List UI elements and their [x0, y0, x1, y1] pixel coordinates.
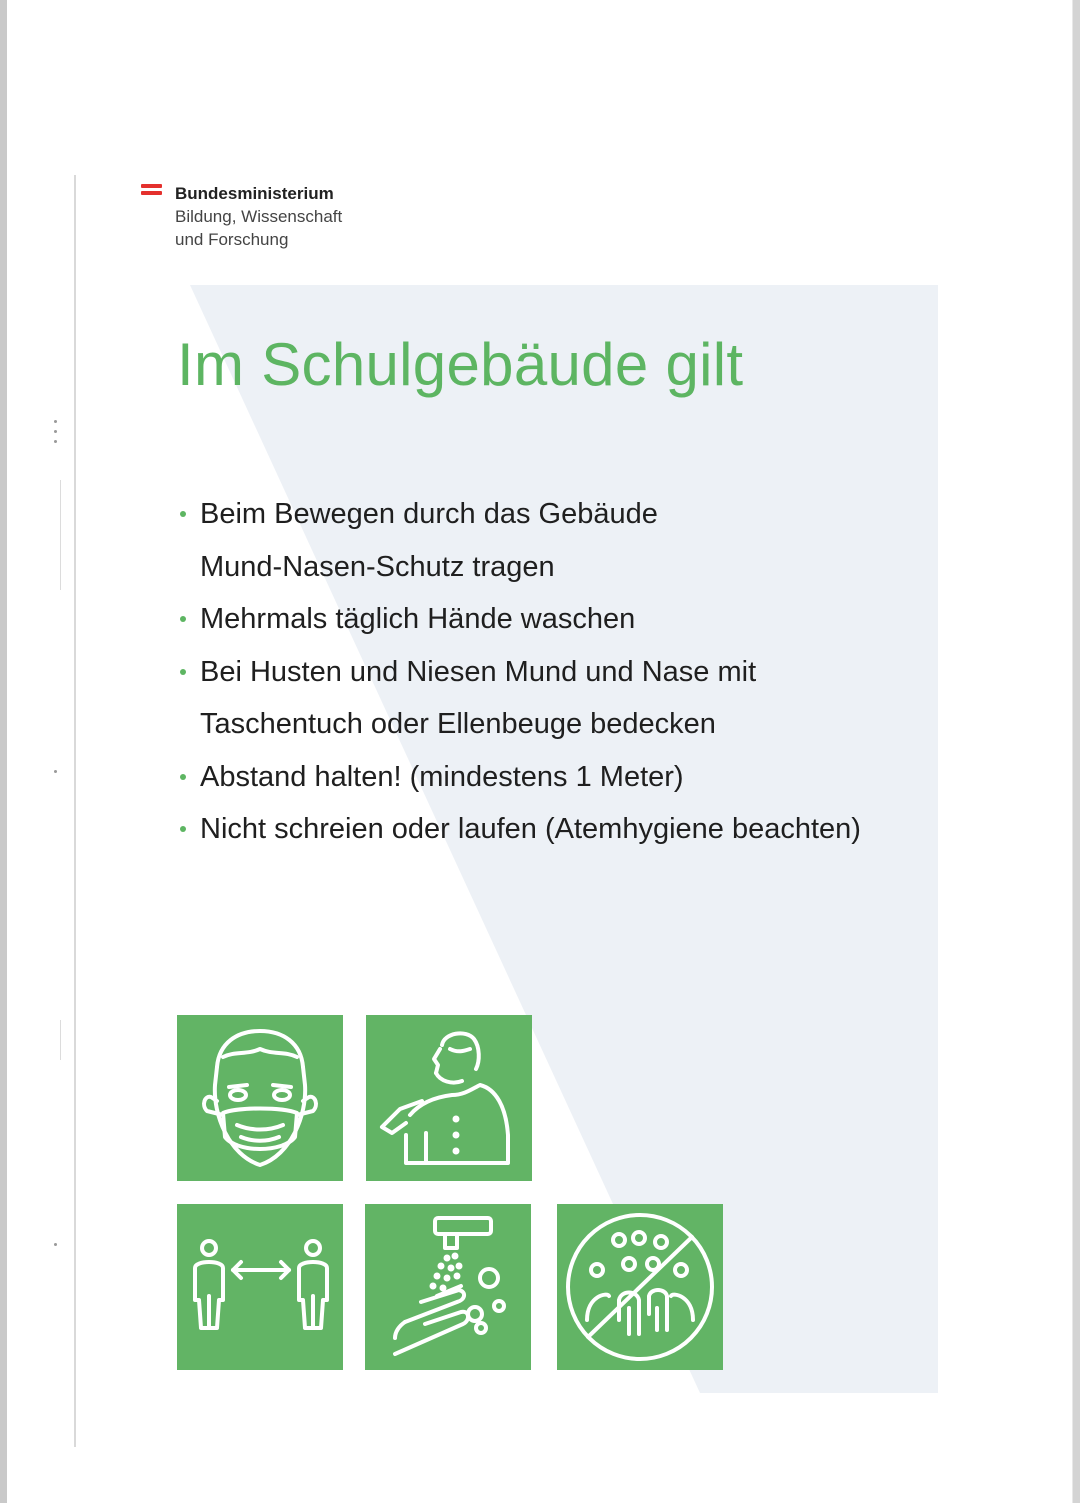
list-item [178, 803, 958, 856]
rules-list [178, 488, 958, 856]
page-title: Im Schulgebäude gilt [177, 331, 744, 398]
list-item [178, 646, 958, 751]
bullet-icon [180, 511, 186, 517]
list-item [178, 488, 958, 593]
list-item-text: Nicht schreien oder laufen (Atemhygiene beachten) [200, 813, 861, 845]
ministry-name [175, 182, 495, 251]
no-crowds-icon [557, 1204, 723, 1370]
austria-flag-icon [141, 184, 162, 195]
bullet-icon [180, 774, 186, 780]
bullet-icon [180, 826, 186, 832]
sneeze-elbow-icon [366, 1015, 532, 1181]
list-item-text: Bei Husten und Niesen Mund und Nase mit [200, 655, 757, 688]
bullet-icon [180, 616, 186, 622]
ministry-name-line2: Bildung, Wissenschaft [175, 207, 343, 226]
list-item-text: Beim Bewegen durch das Gebäude [200, 498, 658, 530]
list-item [178, 751, 958, 804]
list-item-text: Mehrmals täglich Hände waschen [200, 603, 636, 635]
list-item-text: Taschentuch oder Ellenbeuge bedecken [200, 708, 716, 740]
ministry-name-line3: und Forschung [175, 230, 289, 249]
ministry-name-line1: Bundesministerium [175, 184, 334, 203]
list-item-text: Mund-Nasen-Schutz tragen [200, 550, 555, 583]
face-mask-icon [177, 1015, 343, 1181]
bullet-icon [180, 669, 186, 675]
list-item-text: Abstand halten! (mindestens 1 Meter) [200, 760, 684, 793]
hand-washing-icon [365, 1204, 531, 1370]
distance-icon [177, 1204, 343, 1370]
list-item [178, 593, 958, 646]
